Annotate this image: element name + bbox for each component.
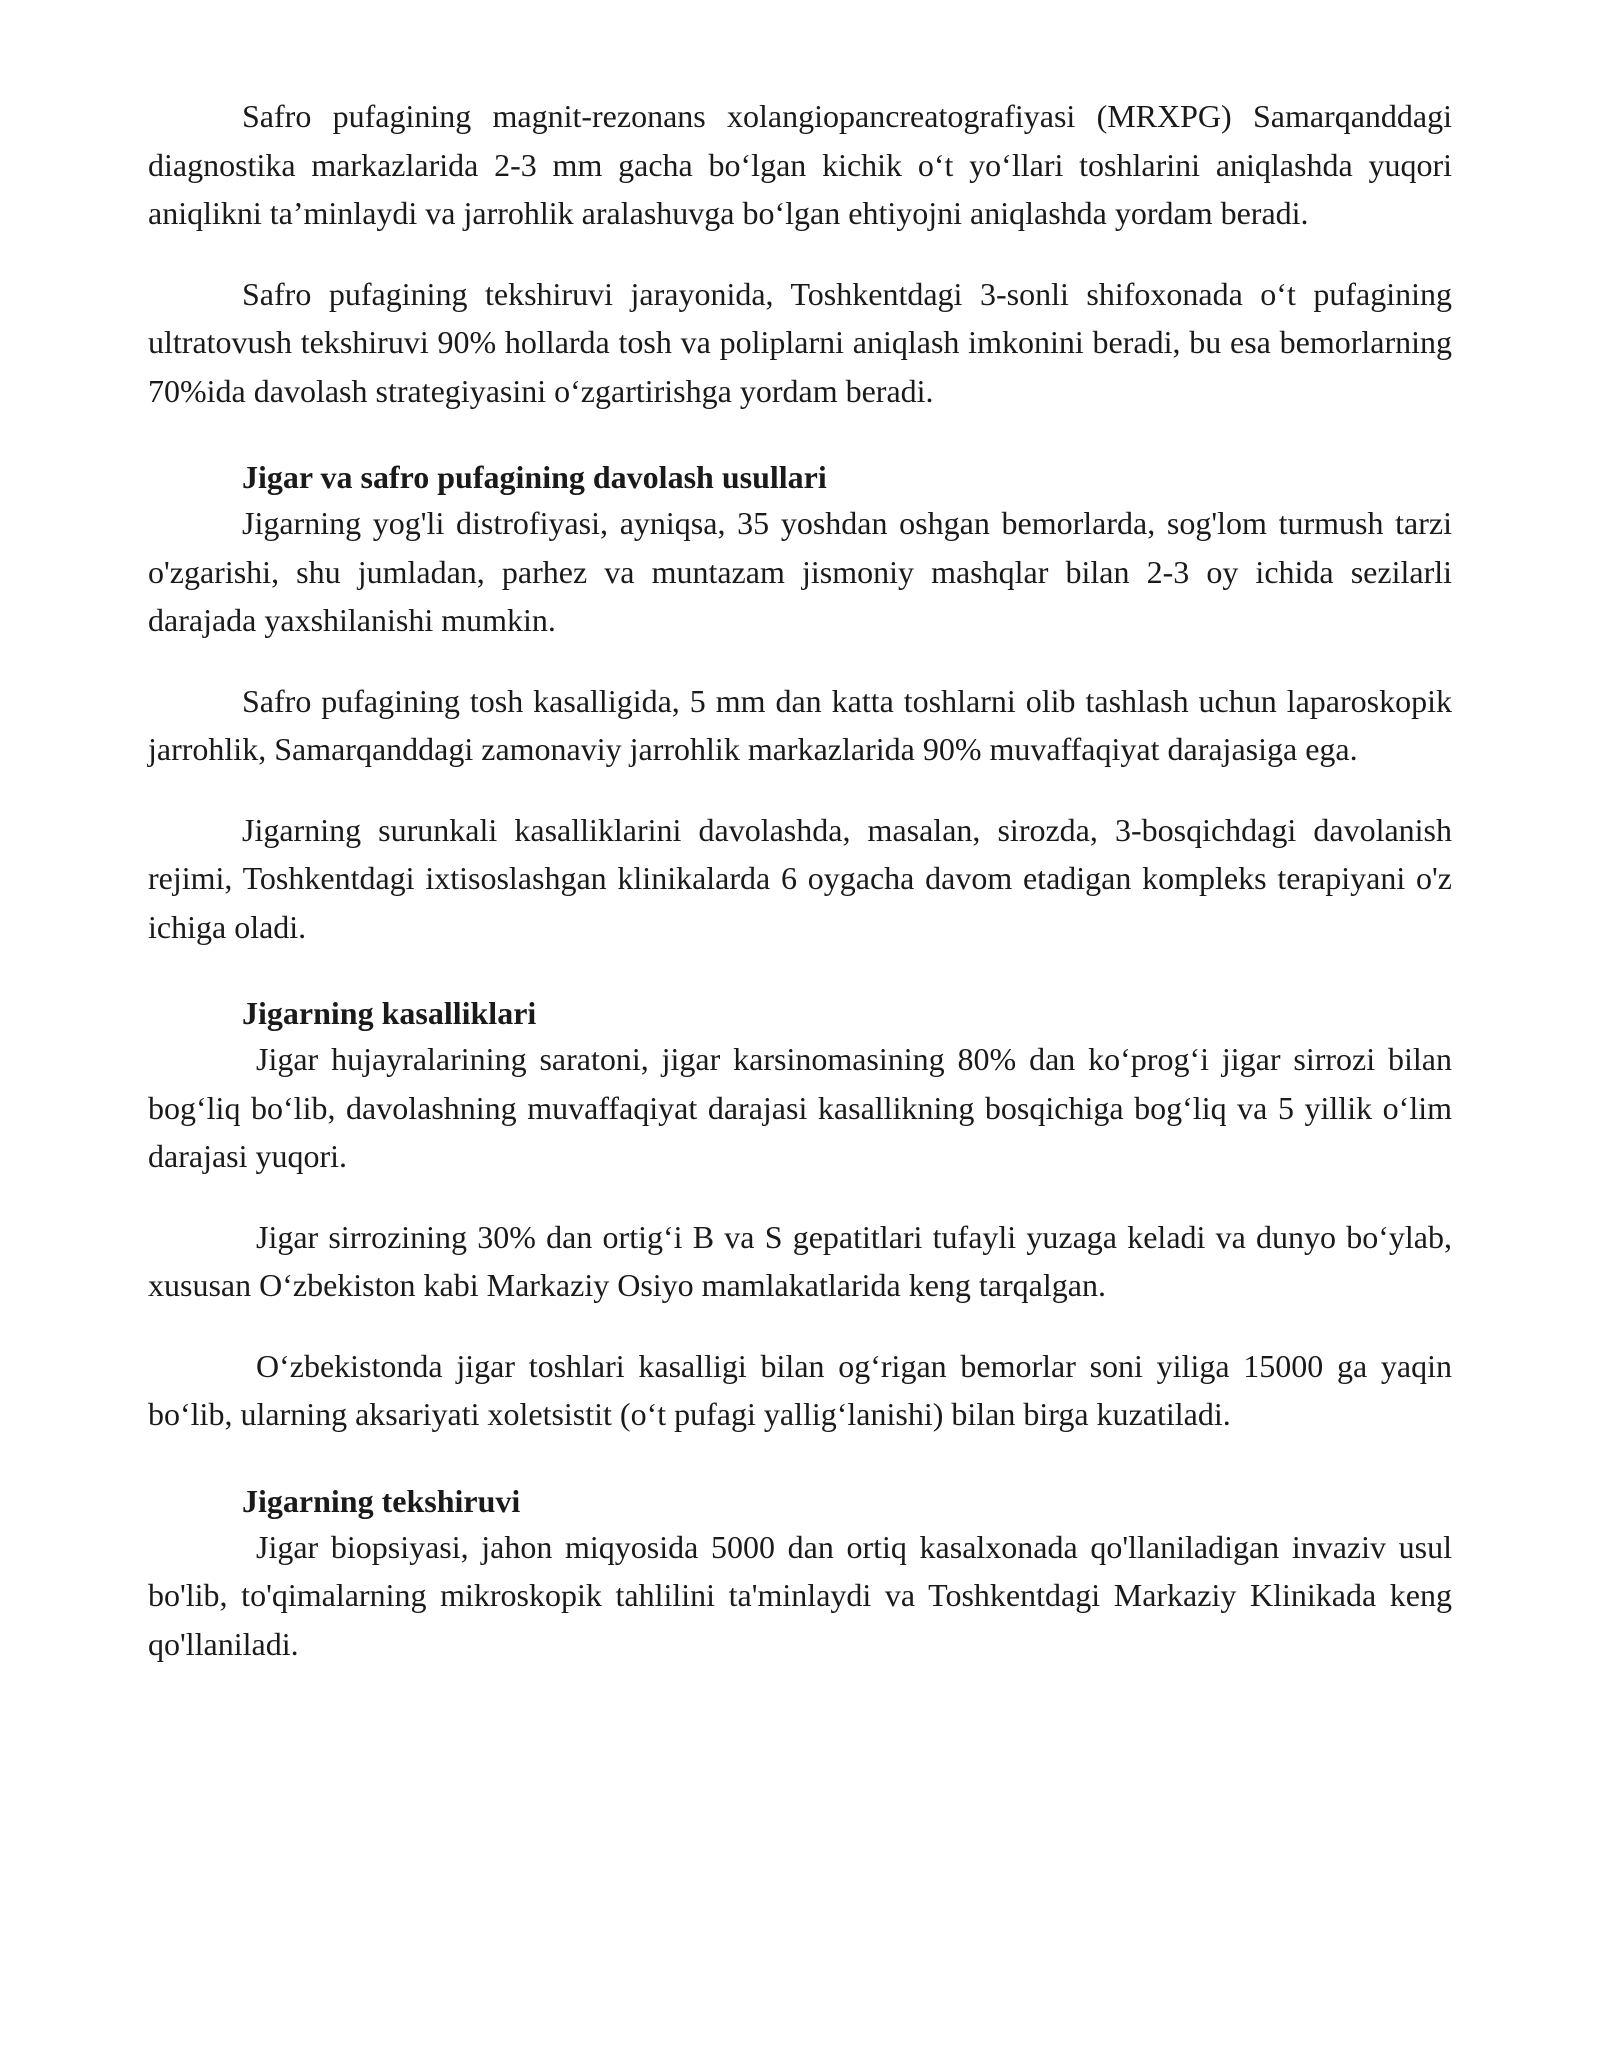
heading-treatment-methods: Jigar va safro pufagining davolash usullari <box>242 459 827 495</box>
heading-liver-diseases: Jigarning kasalliklari <box>242 995 537 1031</box>
paragraph-laparoscopic-surgery: Safro pufagining tosh kasalligida, 5 mm dan katta toshlarni olib tashlash uchun laparoskopik jarrohlik, Samarqanddagi zamonaviy jarrohlik markazlarida 90% muvaffaqiyat darajasiga ega. <box>148 682 1452 767</box>
paragraph-liver-cancer: Jigar hujayralarining saratoni, jigar karsinomasining 80% dan ko‘prog‘i jigar sirrozi bilan bog‘liq bo‘lib, davolashning muvaffaqiyat darajasi kasallikning bosqichiga bog‘liq va 5 yillik o‘lim darajasi yuqori. <box>148 1041 1452 1174</box>
paragraph-fatty-liver: Jigarning yog'li distrofiyasi, ayniqsa, 35 yoshdan oshgan bemorlarda, sog'lom turmush tarzi o'zgarishi, shu jumladan, parhez va muntazam jismoniy mashqlar bilan 2-3 oy ichida sezilarli darajada yaxshilanishi mumkin. <box>148 505 1452 638</box>
paragraph-liver-biopsy: Jigar biopsiyasi, jahon miqyosida 5000 dan ortiq kasalxonada qo'llaniladigan invaziv usul bo'lib, to'qimalarning mikroskopik tahlilini ta'minlaydi va Toshkentdagi Markaziy Klinikada keng qo'llaniladi. <box>148 1528 1452 1662</box>
paragraph-ultrasound: Safro pufagining tekshiruvi jarayonida, Toshkentdagi 3-sonli shifoxonada o‘t pufagining ultratovush tekshiruvi 90% hollarda tosh va poliplarni aniqlash imkonini beradi, bu esa bemorlarning 70%ida davolash strategiyasini o‘zgartirishga yordam beradi. <box>148 275 1452 409</box>
paragraph-mrxpg: Safro pufagining magnit-rezonans xolangiopancreatografiyasi (MRXPG) Samarqanddagi diagnostika markazlarida 2-3 mm gacha bo‘lgan kichik o‘t yo‘llari toshlarini aniqlashda yuqori aniqlikni ta’minlaydi va jarrohlik aralashuvga bo‘lgan ehtiyojni aniqlashda yordam beradi. <box>148 98 1452 231</box>
paragraph-liver-stones: O‘zbekistonda jigar toshlari kasalligi bilan og‘rigan bemorlar soni yiliga 15000 ga yaqin bo‘lib, ularning aksariyati xoletsistit (o‘t pufagi yallig‘lanishi) bilan birga kuzatiladi. <box>148 1347 1452 1432</box>
paragraph-cirrhosis: Jigar sirrozining 30% dan ortig‘i B va S gepatitlari tufayli yuzaga keladi va dunyo bo‘ylab, xususan O‘zbekiston kabi Markaziy Osiyo mamlakatlarida keng tarqalgan. <box>148 1218 1452 1303</box>
document-page <box>148 92 1452 1700</box>
paragraph-chronic-treatment: Jigarning surunkali kasalliklarini davolashda, masalan, sirozda, 3-bosqichdagi davolanish rejimi, Toshkentdagi ixtisoslashgan klinikalarda 6 oygacha davom etadigan kompleks terapiyani o'z ichiga oladi. <box>148 811 1452 945</box>
heading-liver-examination: Jigarning tekshiruvi <box>242 1482 521 1519</box>
